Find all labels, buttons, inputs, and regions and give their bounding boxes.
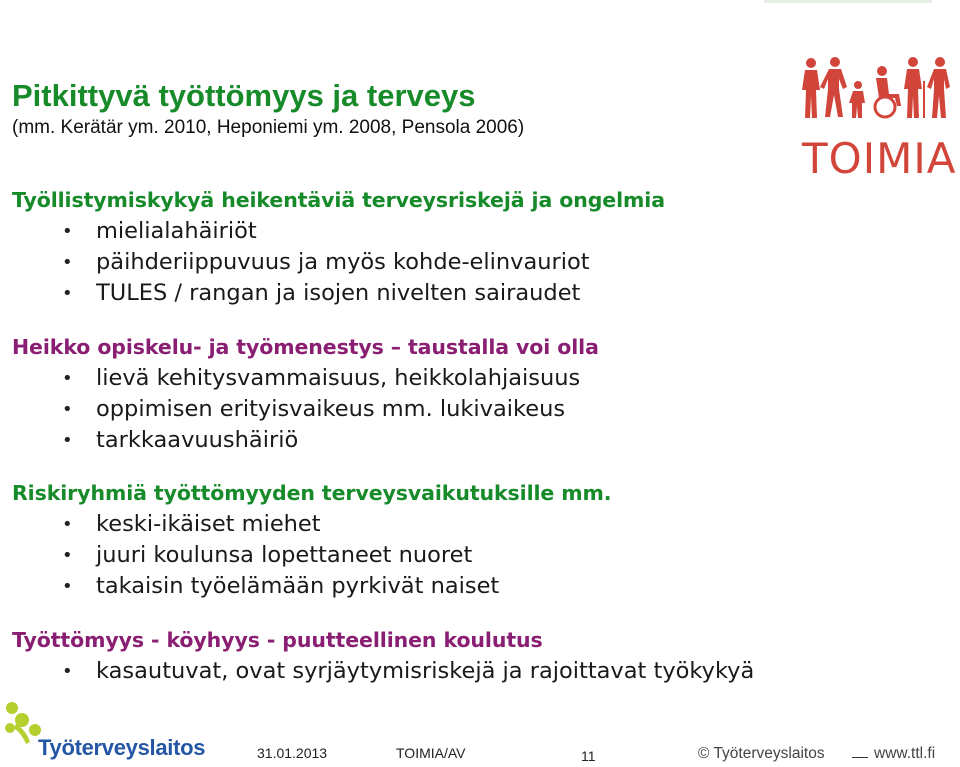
list-item: • tarkkaavuushäiriö <box>12 425 599 456</box>
list-item: • päihderiippuvuus ja myös kohde-elinvauriot <box>12 247 665 278</box>
toimia-logo-text: TOIMIA <box>802 134 957 183</box>
list-item: • juuri koulunsa lopettaneet nuoret <box>12 540 611 571</box>
bullet-list <box>12 656 754 687</box>
slide-title: Pitkittyvä työttömyys ja terveys <box>12 78 476 113</box>
footer-project: TOIMIA/AV <box>396 745 466 761</box>
footer-url-link[interactable]: www.ttl.fi <box>874 745 936 762</box>
list-item: • lievä kehitysvammaisuus, heikkolahjaisuus <box>12 363 599 394</box>
footer-divider <box>852 757 868 758</box>
footer-copyright: © Työterveyslaitos <box>698 745 825 762</box>
bullet-list <box>12 216 665 309</box>
ttl-logo-text: Työterveyslaitos <box>38 735 206 760</box>
list-item: • oppimisen erityisvaikeus mm. lukivaikeus <box>12 394 599 425</box>
toimia-people-logo-icon <box>802 57 956 119</box>
list-item: • keski-ikäiset miehet <box>12 509 611 540</box>
section-health-risks <box>12 188 665 309</box>
slide-subtitle: (mm. Kerätär ym. 2010, Heponiemi ym. 2008, Pensola 2006) <box>12 117 525 138</box>
list-item: • TULES / rangan ja isojen nivelten sairaudet <box>12 278 665 309</box>
section-heading: Heikko opiskelu- ja työmenestys – taustalla voi olla <box>12 335 599 359</box>
section-risk-groups <box>12 481 611 602</box>
section-poverty <box>12 628 754 687</box>
footer-date: 31.01.2013 <box>257 745 328 761</box>
section-heading: Työttömyys - köyhyys - puutteellinen koulutus <box>12 628 543 652</box>
bullet-list <box>12 509 611 602</box>
top-accent-bar <box>764 0 932 3</box>
list-item: • takaisin työelämään pyrkivät naiset <box>12 571 611 602</box>
section-heading: Työllistymiskykyä heikentäviä terveysriskejä ja ongelmia <box>12 188 665 212</box>
bullet-list <box>12 363 599 456</box>
list-item: • mielialahäiriöt <box>12 216 665 247</box>
footer-page-number: 11 <box>581 748 596 764</box>
list-item: • kasautuvat, ovat syrjäytymisriskejä ja rajoittavat työkykyä <box>12 656 754 687</box>
section-heading: Riskiryhmiä työttömyyden terveysvaikutuksille mm. <box>12 481 612 505</box>
section-study-performance <box>12 335 599 456</box>
